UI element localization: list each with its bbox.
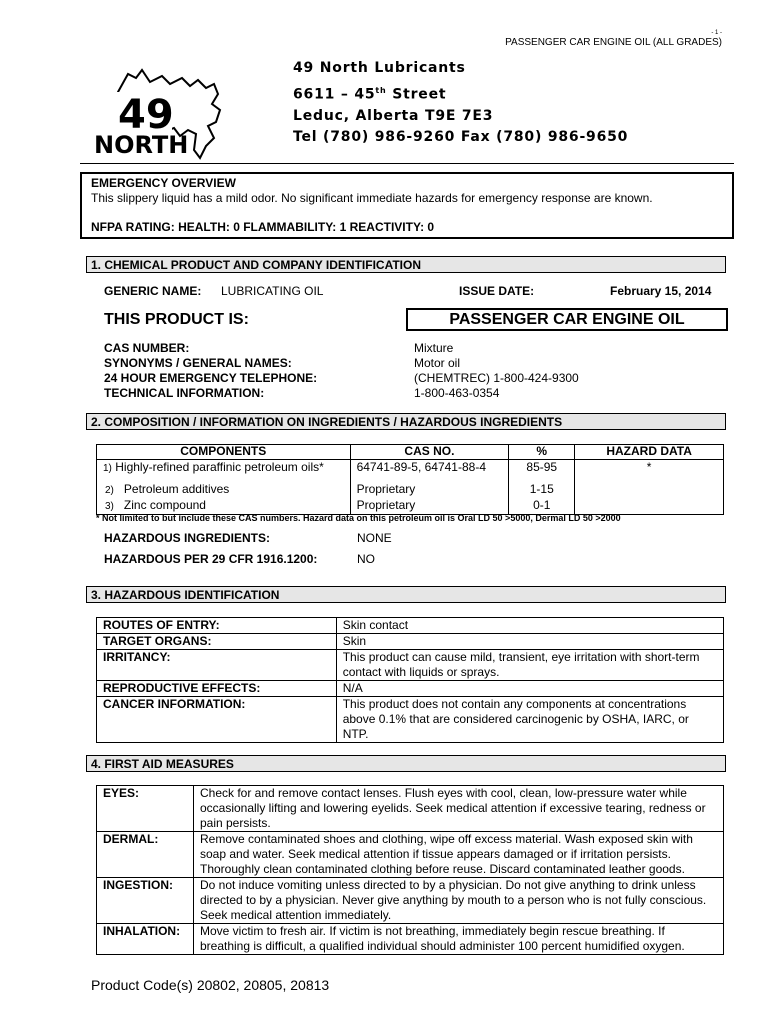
table-row xyxy=(97,681,724,697)
component-name: 1) Highly-refined paraffinic petroleum oils* xyxy=(97,460,351,482)
component-cas: 64741-89-5, 64741-88-4 xyxy=(350,460,509,482)
table-row xyxy=(97,482,724,498)
row-value: Check for and remove contact lenses. Flush eyes with cool, clean, low-pressure water while occasionally lifting and lowering eyelids. Seek medical attention if excessive tearing, redness or pain persists. xyxy=(193,786,723,832)
page-header xyxy=(505,28,722,48)
col-cas-no: CAS NO. xyxy=(350,445,509,460)
table-row xyxy=(97,878,724,924)
technical-info-label: TECHNICAL INFORMATION: xyxy=(104,386,265,400)
section-2-heading: 2. COMPOSITION / INFORMATION ON INGREDIENTS / HAZARDOUS INGREDIENTS xyxy=(86,413,726,430)
table-row xyxy=(97,460,724,482)
row-value: Skin xyxy=(336,634,723,650)
technical-info-value: 1-800-463-0354 xyxy=(414,386,500,400)
component-name: 3) Zinc compound xyxy=(97,498,351,515)
table-row xyxy=(97,924,724,955)
cas-number-value: Mixture xyxy=(414,341,454,355)
emergency-phone-label: 24 HOUR EMERGENCY TELEPHONE: xyxy=(104,371,318,385)
generic-name-label: GENERIC NAME: xyxy=(104,284,202,298)
synonyms-value: Motor oil xyxy=(414,356,461,370)
issue-date-label: ISSUE DATE: xyxy=(459,284,535,298)
col-components: COMPONENTS xyxy=(97,445,351,460)
row-label: IRRITANCY: xyxy=(97,650,337,681)
section-1-heading: 1. CHEMICAL PRODUCT AND COMPANY IDENTIFICATION xyxy=(86,256,726,273)
table-row xyxy=(97,786,724,832)
row-label: INHALATION: xyxy=(97,924,194,955)
col-hazard-data: HAZARD DATA xyxy=(575,445,724,460)
component-percent: 0-1 xyxy=(509,498,575,515)
component-name: 2) Petroleum additives xyxy=(97,482,351,498)
section-3-heading: 3. HAZARDOUS IDENTIFICATION xyxy=(86,586,726,603)
generic-name-value: LUBRICATING OIL xyxy=(221,284,324,298)
company-name: 49 North Lubricants xyxy=(293,60,466,76)
cfr-value: NO xyxy=(357,552,375,566)
col-percent: % xyxy=(509,445,575,460)
hazardous-ingredients-value: NONE xyxy=(357,531,392,545)
cas-number-label: CAS NUMBER: xyxy=(104,341,190,355)
hazardous-ingredients-label: HAZARDOUS INGREDIENTS: xyxy=(104,531,271,545)
row-value: Do not induce vomiting unless directed to by a physician. Do not give anything to drink unless directed to by a physician. Never give anything by mouth to a person who is not fully conscious. Seek medical attention immediately. xyxy=(193,878,723,924)
components-table xyxy=(96,444,724,515)
row-value: Move victim to fresh air. If victim is not breathing, immediately begin rescue breathing. If breathing is difficult, a qualified individual should administer 100 percent humidified oxygen. xyxy=(193,924,723,955)
company-address xyxy=(293,58,628,149)
overview-text: This slippery liquid has a mild odor. No significant immediate hazards for emergency response are known. xyxy=(91,191,653,205)
component-hazard xyxy=(575,482,724,498)
row-label: DERMAL: xyxy=(97,832,194,878)
cfr-label: HAZARDOUS PER 29 CFR 1916.1200: xyxy=(104,552,318,566)
logo-number: 49 xyxy=(118,92,174,138)
header-divider xyxy=(80,163,734,164)
product-codes: Product Code(s) 20802, 20805, 20813 xyxy=(91,977,330,993)
synonyms-label: SYNONYMS / GENERAL NAMES: xyxy=(104,356,292,370)
section-4-heading: 4. FIRST AID MEASURES xyxy=(86,755,726,772)
components-header-row xyxy=(97,445,724,460)
row-value: Remove contaminated shoes and clothing, wipe off excess material. Wash exposed skin with soap and water. Seek medical attention if tissue appears damaged or if irritation persists. Thoroughly clean contaminated clothing before reuse. Discard contaminated leather goods. xyxy=(193,832,723,878)
row-label: EYES: xyxy=(97,786,194,832)
first-aid-table xyxy=(96,785,724,955)
hazard-identification-table xyxy=(96,617,724,743)
component-cas: Proprietary xyxy=(350,482,509,498)
component-hazard: * xyxy=(575,460,724,482)
document-title: PASSENGER CAR ENGINE OIL (ALL GRADES) xyxy=(505,37,722,48)
emergency-overview-box xyxy=(80,172,734,239)
table-row xyxy=(97,697,724,743)
table-row xyxy=(97,498,724,515)
row-label: ROUTES OF ENTRY: xyxy=(97,618,337,634)
company-city: Leduc, Alberta T9E 7E3 xyxy=(293,107,494,124)
company-street: 6611 – 45th Street xyxy=(293,85,447,103)
logo-word: NORTH xyxy=(94,131,189,159)
components-footnote: * Not limited to but include these CAS numbers. Hazard data on this petroleum oil is Oral LD 50 >5000, Dermal LD 50 >2000 xyxy=(96,513,621,523)
row-label: INGESTION: xyxy=(97,878,194,924)
table-row xyxy=(97,650,724,681)
nfpa-rating: NFPA RATING: HEALTH: 0 FLAMMABILITY: 1 REACTIVITY: 0 xyxy=(91,220,435,234)
component-cas: Proprietary xyxy=(350,498,509,515)
row-value: Skin contact xyxy=(336,618,723,634)
row-value: This product can cause mild, transient, eye irritation with short-term contact with liquids or sprays. xyxy=(336,650,723,681)
table-row xyxy=(97,634,724,650)
component-hazard xyxy=(575,498,724,515)
this-product-label: THIS PRODUCT IS: xyxy=(104,311,249,328)
emergency-phone-value: (CHEMTREC) 1-800-424-9300 xyxy=(414,371,579,385)
row-label: CANCER INFORMATION: xyxy=(97,697,337,743)
overview-heading: EMERGENCY OVERVIEW xyxy=(91,176,236,190)
product-name-box: PASSENGER CAR ENGINE OIL xyxy=(406,308,728,331)
row-label: REPRODUCTIVE EFFECTS: xyxy=(97,681,337,697)
product-info-values xyxy=(414,341,579,401)
table-row xyxy=(97,618,724,634)
table-row xyxy=(97,832,724,878)
page-number: - 1 - xyxy=(711,30,722,36)
row-value: This product does not contain any components at concentrations above 0.1% that are considered carcinogenic by OSHA, IARC, or NTP. xyxy=(336,697,723,743)
issue-date-value: February 15, 2014 xyxy=(610,284,712,298)
row-value: N/A xyxy=(336,681,723,697)
product-info-labels xyxy=(104,341,317,401)
component-percent: 1-15 xyxy=(509,482,575,498)
company-logo xyxy=(90,64,260,164)
company-phone: Tel (780) 986-9260 Fax (780) 986-9650 xyxy=(293,129,629,146)
row-label: TARGET ORGANS: xyxy=(97,634,337,650)
component-percent: 85-95 xyxy=(509,460,575,482)
